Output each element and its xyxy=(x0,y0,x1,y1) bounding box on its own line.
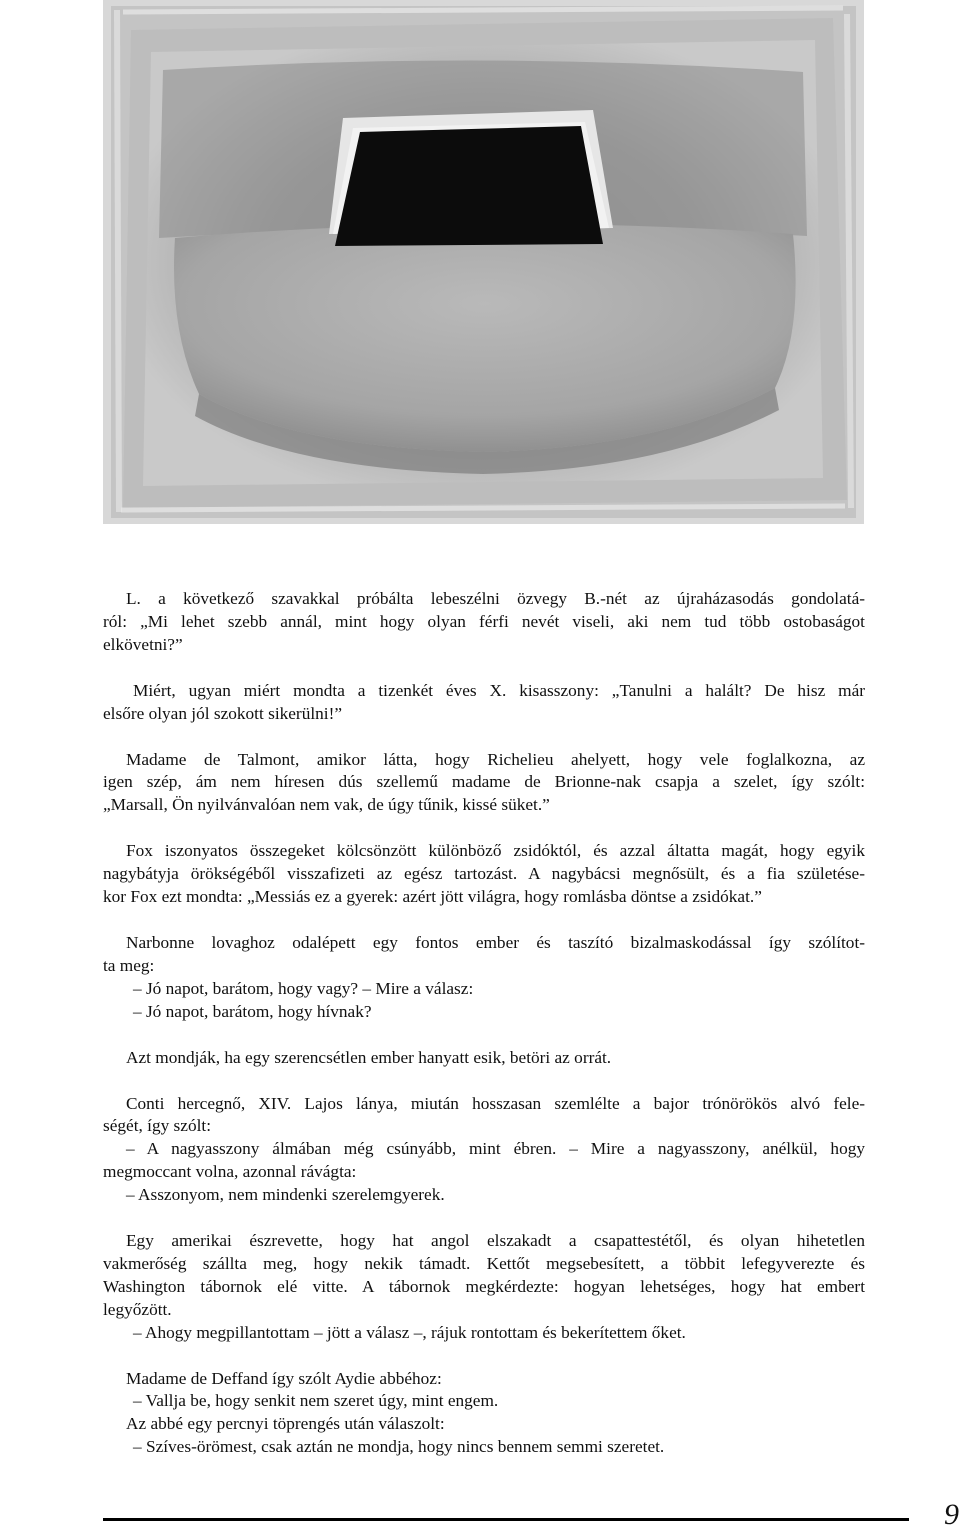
text-line: legyőzött. xyxy=(103,1299,172,1319)
paragraph-talmont xyxy=(103,749,865,818)
dialogue-line: – Ahogy megpillantottam – jött a válasz –, rájuk rontottam és bekerítettem őket. xyxy=(133,1322,686,1342)
text-line: igen szép, ám nem híresen dús szellemű madame de Brionne-nak csapja a szelet, így szólt: xyxy=(103,772,865,792)
text-line: L. a következő szavakkal próbálta lebeszélni özvegy B.-nét az újraházasodás gondolatá- xyxy=(126,589,865,608)
text-line: Fox iszonyatos összegeket kölcsönzött különböző zsidóktól, és azzal áltatta magát, hogy egyik xyxy=(126,841,865,861)
paragraph-deffand xyxy=(103,1368,865,1460)
text-line: Conti hercegnő, XIV. Lajos lánya, miután hosszasan szemlélte a bajor trónörökös alvó fele- xyxy=(126,1093,865,1113)
paragraph-unlucky-man xyxy=(103,1047,865,1070)
text-line: ról: „Mi lehet szebb annál, mint hogy olyan férfi nevét viseli, aki nem tud több ostobaságot xyxy=(103,611,865,631)
paragraph-young-lady xyxy=(103,680,865,726)
text-line: ta meg: xyxy=(103,955,155,975)
abstract-grey-window-drawing-icon xyxy=(103,0,864,524)
text-line: Narbonne lovaghoz odalépett egy fontos ember és taszító bizalmaskodással így szólítot- xyxy=(126,932,865,952)
text-line: Azt mondják, ha egy szerencsétlen ember hanyatt esik, betöri az orrát. xyxy=(126,1047,612,1067)
text-line: Madame de Talmont, amikor látta, hogy Richelieu ahelyett, hogy vele foglalkozna, az xyxy=(126,749,865,769)
text-line: „Marsall, Ön nyilvánvalóan nem vak, de úgy tűnik, kissé süket.” xyxy=(103,795,550,815)
paragraph-fox xyxy=(103,840,865,909)
text-line: Madame de Deffand így szólt Aydie abbéhoz: xyxy=(126,1368,442,1388)
paragraph-narbonne xyxy=(103,932,865,1024)
text-line: Az abbé egy percnyi töprengés után válaszolt: xyxy=(126,1414,445,1434)
dialogue-line: – Jó napot, barátom, hogy vagy? – Mire a válasz: xyxy=(133,978,474,998)
paragraph-american xyxy=(103,1230,865,1345)
text-line: elsőre olyan jól szokott sikerülni!” xyxy=(103,703,343,723)
text-line: Miért, ugyan miért mondta a tizenkét éves X. kisasszony: „Tanulni a halált? De hisz már xyxy=(133,680,865,700)
dialogue-line: – Vallja be, hogy senkit nem szeret úgy, mint engem. xyxy=(133,1391,499,1411)
footer-rule xyxy=(103,1518,909,1521)
dialogue-line: – Asszonyom, nem mindenki szerelemgyerek. xyxy=(126,1185,445,1205)
text-line: ségét, így szólt: xyxy=(103,1116,211,1136)
text-line: Washington tábornok elé vitte. A tábornok megkérdezte: hogyan lehetséges, hogy hat embert xyxy=(103,1276,865,1296)
text-line: nagybátyja örökségéből visszafizeti az egész tartozást. A nagybácsi megnősült, és a fia születése- xyxy=(103,864,865,884)
text-line: megmoccant volna, azonnal rávágta: xyxy=(103,1162,357,1182)
illustration-image xyxy=(103,0,864,524)
dialogue-line: – A nagyasszony álmában még csúnyább, mint ébren. – Mire a nagyasszony, anélkül, hogy xyxy=(126,1139,865,1159)
text-line: elkövetni?” xyxy=(103,634,183,654)
page-number: 9 xyxy=(944,1498,959,1531)
dialogue-line: – Szíves-örömest, csak aztán ne mondja, hogy nincs bennem semmi szeretet. xyxy=(133,1437,665,1457)
paragraph-widow-remarriage xyxy=(103,588,865,657)
paragraph-conti xyxy=(103,1093,865,1208)
dialogue-line: – Jó napot, barátom, hogy hívnak? xyxy=(133,1001,372,1021)
text-body xyxy=(103,588,865,1482)
text-line: kor Fox ezt mondta: „Messiás ez a gyerek: azért jött világra, hogy romlásba döntse a zsidókat.” xyxy=(103,887,762,907)
text-line: Egy amerikai észrevette, hogy hat angol elszakadt a csapattestétől, és olyan hihetetlen xyxy=(126,1231,865,1251)
text-line: vakmerőség szállta meg, hogy nekik támadt. Kettőt megsebesített, a többit lefegyverezte és xyxy=(103,1253,865,1273)
